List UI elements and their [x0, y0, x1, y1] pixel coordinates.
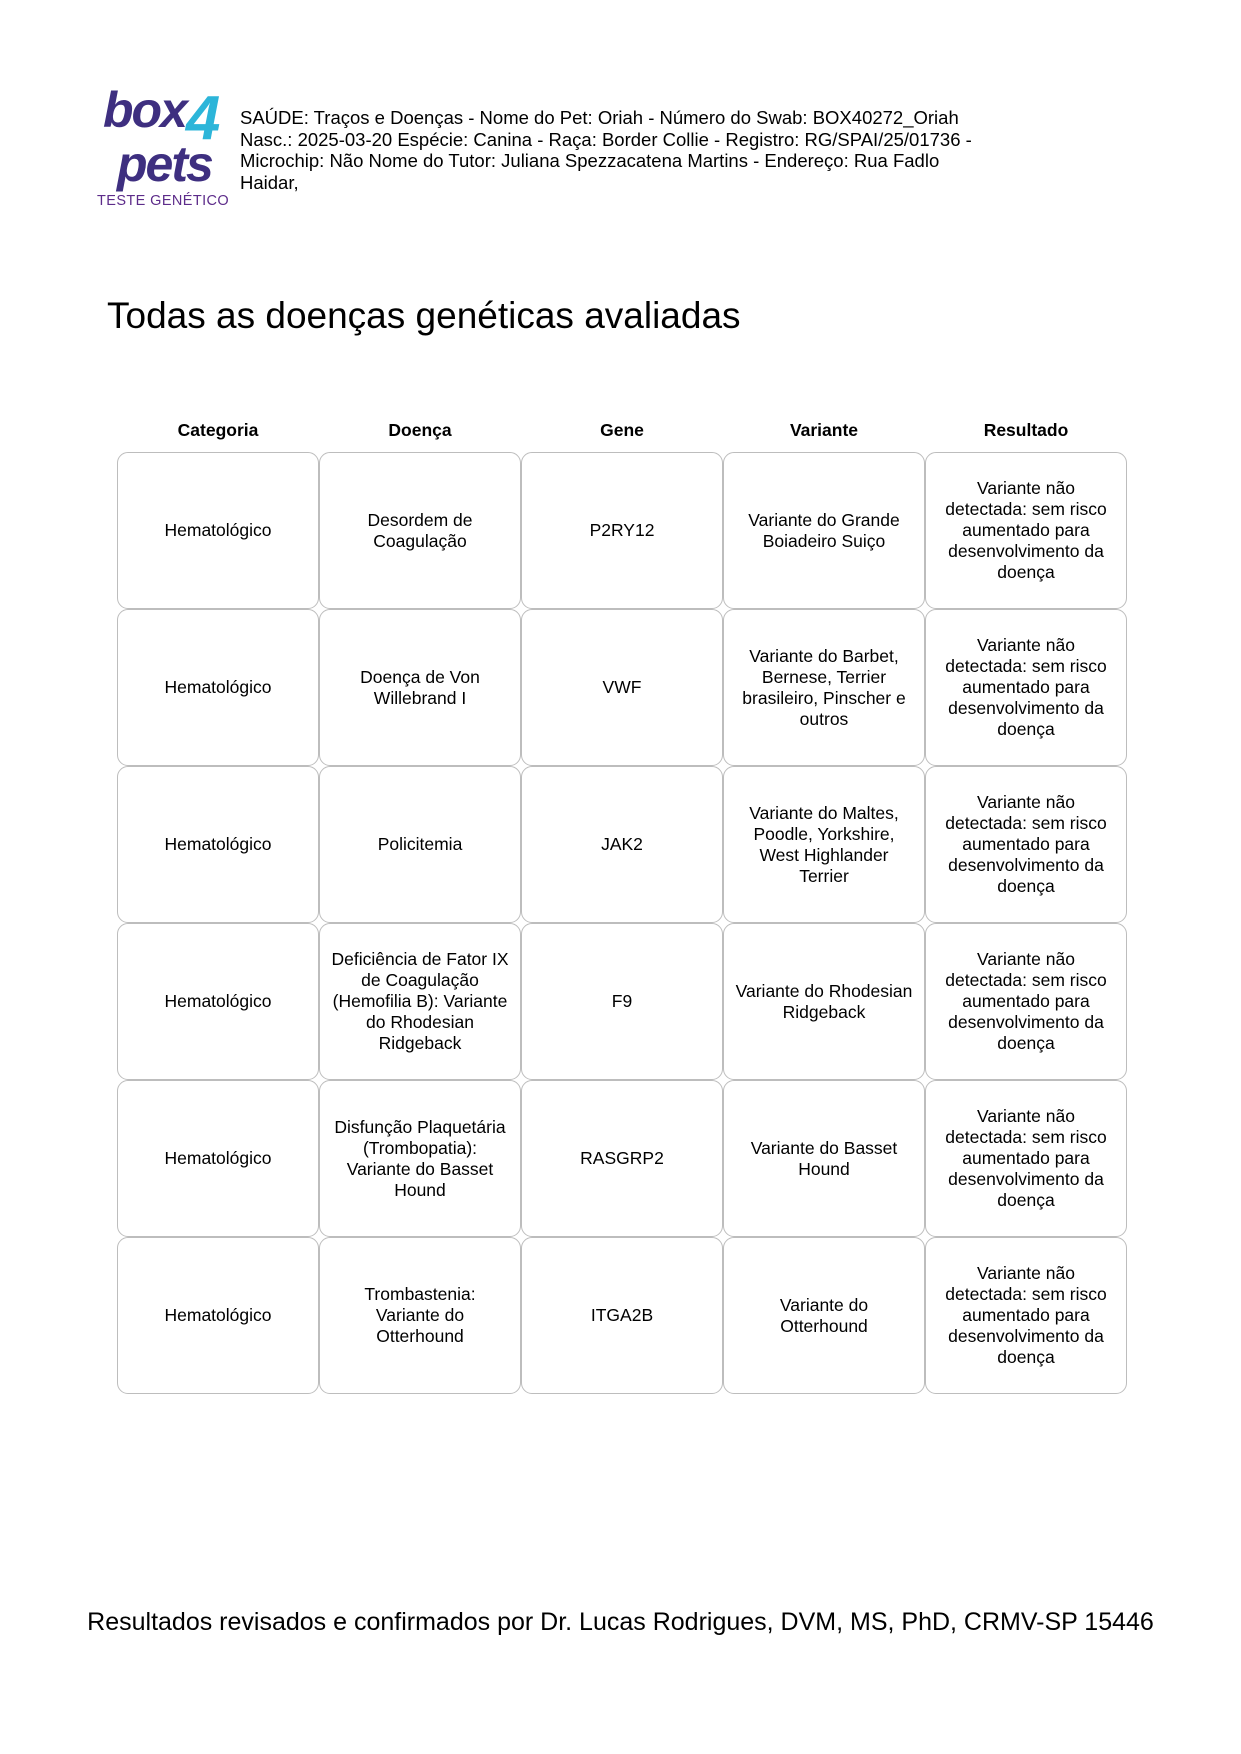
cell-categoria: Hematológico: [117, 1237, 319, 1394]
cell-variante: Variante do Grande Boiadeiro Suiço: [723, 452, 925, 609]
cell-resultado: Variante não detectada: sem risco aumentado para desenvolvimento da doença: [925, 1080, 1127, 1237]
cell-categoria: Hematológico: [117, 609, 319, 766]
cell-gene: F9: [521, 923, 723, 1080]
table-row: [117, 1080, 1127, 1237]
cell-variante: Variante do Maltes, Poodle, Yorkshire, West Highlander Terrier: [723, 766, 925, 923]
cell-resultado: Variante não detectada: sem risco aumentado para desenvolvimento da doença: [925, 1237, 1127, 1394]
column-header-doenca: Doença: [388, 420, 452, 440]
column-header-categoria: Categoria: [177, 420, 259, 440]
logo-pets-text: pets: [117, 135, 212, 192]
pet-info-line: SAÚDE: Traços e Doenças - Nome do Pet: Oriah - Número do Swab: BOX40272_Oriah: [240, 107, 959, 128]
cell-variante: Variante do Rhodesian Ridgeback: [723, 923, 925, 1080]
cell-categoria: Hematológico: [117, 452, 319, 609]
logo-four-text: 4: [185, 84, 219, 153]
cell-categoria: Hematológico: [117, 1080, 319, 1237]
cell-variante: Variante do Basset Hound: [723, 1080, 925, 1237]
cell-variante: Variante do Barbet, Bernese, Terrier brasileiro, Pinscher e outros: [723, 609, 925, 766]
cell-resultado: Variante não detectada: sem risco aumentado para desenvolvimento da doença: [925, 923, 1127, 1080]
table-row: [117, 609, 1127, 766]
table-row: [117, 923, 1127, 1080]
table-header-row: [117, 420, 1127, 441]
cell-resultado: Variante não detectada: sem risco aumentado para desenvolvimento da doença: [925, 452, 1127, 609]
cell-doenca: Policitemia: [319, 766, 521, 923]
cell-doenca: Disfunção Plaquetária (Trombopatia): Variante do Basset Hound: [319, 1080, 521, 1237]
table-row: [117, 1237, 1127, 1394]
cell-variante: Variante do Otterhound: [723, 1237, 925, 1394]
reviewer-confirmation-note: Resultados revisados e confirmados por Dr. Lucas Rodrigues, DVM, MS, PhD, CRMV-SP 15446: [87, 1608, 1154, 1636]
diseases-table: [117, 420, 1127, 1394]
cell-resultado: Variante não detectada: sem risco aumentado para desenvolvimento da doença: [925, 766, 1127, 923]
pet-info-header: [240, 107, 1000, 193]
box4pets-logo: [97, 82, 230, 209]
cell-gene: RASGRP2: [521, 1080, 723, 1237]
table-row: [117, 766, 1127, 923]
table-row: [117, 452, 1127, 609]
cell-doenca: Trombastenia: Variante do Otterhound: [319, 1237, 521, 1394]
logo-box-text: box: [103, 82, 186, 138]
column-header-resultado: Resultado: [983, 420, 1069, 440]
pet-info-line: Haidar,: [240, 171, 299, 193]
cell-doenca: Desordem de Coagulação: [319, 452, 521, 609]
page-title: Todas as doenças genéticas avaliadas: [107, 295, 741, 336]
cell-resultado: Variante não detectada: sem risco aumentado para desenvolvimento da doença: [925, 609, 1127, 766]
cell-doenca: Deficiência de Fator IX de Coagulação (Hemofilia B): Variante do Rhodesian Ridgeback: [319, 923, 521, 1080]
pet-info-line: Microchip: Não Nome do Tutor: Juliana Spezzacatena Martins - Endereço: Rua Fadlo: [240, 150, 940, 171]
cell-gene: JAK2: [521, 766, 723, 923]
pet-info-line: Nasc.: 2025-03-20 Espécie: Canina - Raça: Border Collie - Registro: RG/SPAI/25/01736 -: [240, 128, 972, 150]
column-header-variante: Variante: [789, 420, 859, 440]
cell-gene: ITGA2B: [521, 1237, 723, 1394]
cell-doenca: Doença de Von Willebrand I: [319, 609, 521, 766]
cell-categoria: Hematológico: [117, 923, 319, 1080]
logo-tagline: TESTE GENÉTICO: [97, 192, 230, 209]
cell-categoria: Hematológico: [117, 766, 319, 923]
cell-gene: VWF: [521, 609, 723, 766]
cell-gene: P2RY12: [521, 452, 723, 609]
column-header-gene: Gene: [600, 420, 644, 440]
